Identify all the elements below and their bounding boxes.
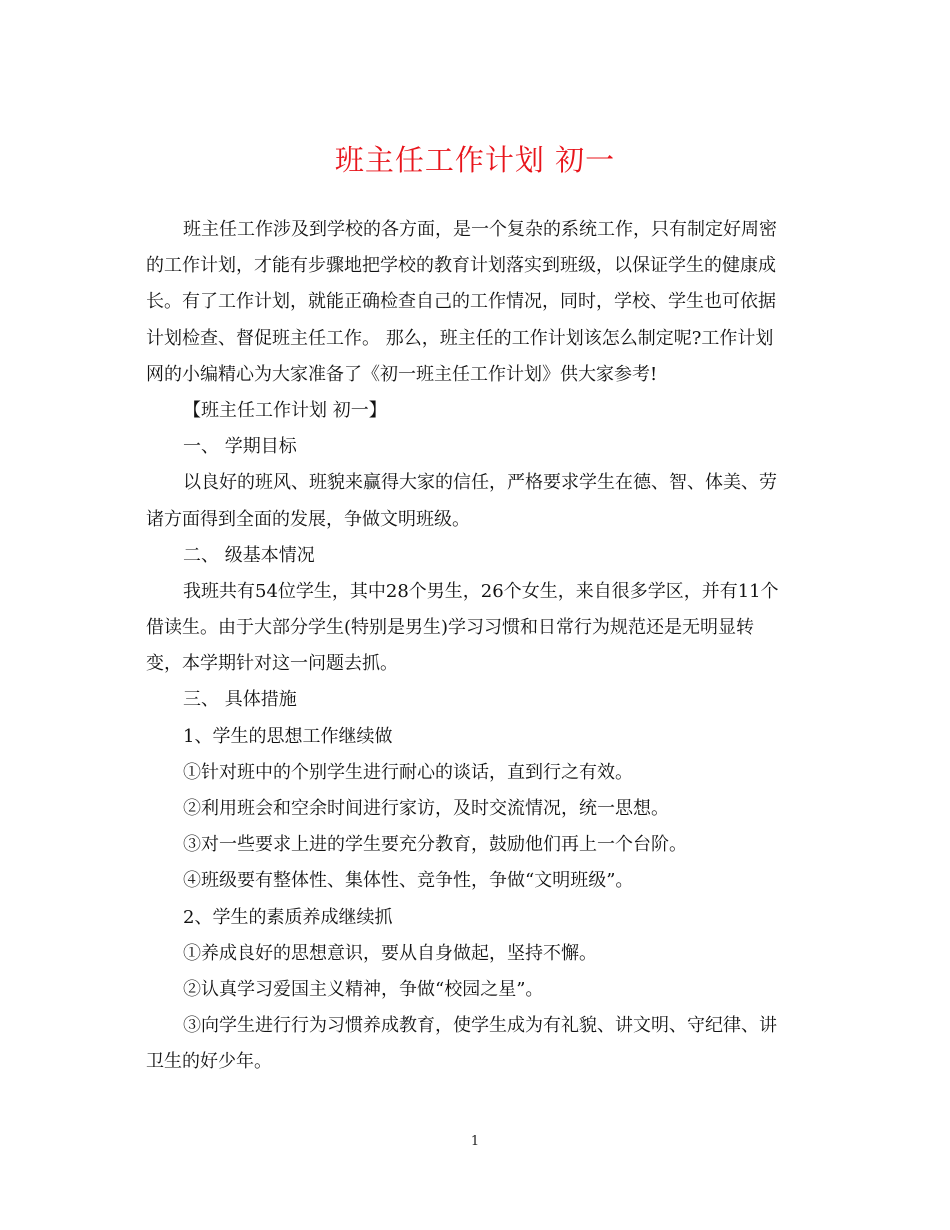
paragraph-line: 诸方面得到全面的发展，争做文明班级。	[146, 508, 470, 530]
paragraph-line: 以良好的班风、班貌来赢得大家的信任，严格要求学生在德、智、体美、劳	[183, 472, 777, 494]
document-body	[146, 212, 808, 1081]
paragraph-line: 变，本学期针对这一问题去抓。	[146, 653, 398, 675]
subsection-heading: 1、学生的思想工作继续做	[183, 725, 393, 747]
list-item: ①针对班中的个别学生进行耐心的谈话，直到行之有效。	[183, 761, 633, 783]
list-item: ②认真学习爱国主义精神，争做“校园之星”。	[183, 978, 544, 1000]
list-item: ③对一些要求上进的学生要充分教育，鼓励他们再上一个台阶。	[183, 834, 687, 856]
section-heading: 二、 级基本情况	[183, 544, 315, 566]
document-title: 班主任工作计划 初一	[334, 143, 616, 177]
list-item: ③向学生进行行为习惯养成教育，使学生成为有礼貌、讲文明、守纪律、讲	[183, 1015, 777, 1037]
paragraph-line: 的工作计划，才能有步骤地把学校的教育计划落实到班级，以保证学生的健康成	[146, 255, 776, 277]
section-heading: 一、 学期目标	[183, 436, 297, 458]
subsection-heading: 2、学生的素质养成继续抓	[183, 906, 393, 928]
paragraph-line: 班主任工作涉及到学校的各方面，是一个复杂的系统工作，只有制定好周密	[183, 219, 777, 240]
list-item: 卫生的好少年。	[146, 1051, 272, 1073]
list-item: ④班级要有整体性、集体性、竞争性，争做“文明班级”。	[183, 870, 634, 892]
paragraph-line: 网的小编精心为大家准备了《初一班主任工作计划》供大家参考!	[146, 363, 658, 385]
section-heading: 【班主任工作计划 初一】	[183, 399, 387, 421]
section-heading: 三、 具体措施	[183, 689, 297, 711]
page-number: 1	[470, 1134, 480, 1149]
paragraph-line: 借读生。由于大部分学生(特别是男生)学习习惯和日常行为规范还是无明显转	[146, 617, 755, 639]
paragraph-line: 计划检查、督促班主任工作。 那么，班主任的工作计划该怎么制定呢?工作计划	[146, 327, 774, 349]
list-item: ②利用班会和空余时间进行家访，及时交流情况，统一思想。	[183, 798, 669, 819]
paragraph-line: 我班共有54位学生，其中28个男生，26个女生，来自很多学区，并有11个	[183, 580, 779, 602]
list-item: ①养成良好的思想意识，要从自身做起，坚持不懈。	[183, 942, 597, 964]
paragraph-line: 长。有了工作计划，就能正确检查自己的工作情况，同时，学校、学生也可依据	[146, 291, 776, 313]
